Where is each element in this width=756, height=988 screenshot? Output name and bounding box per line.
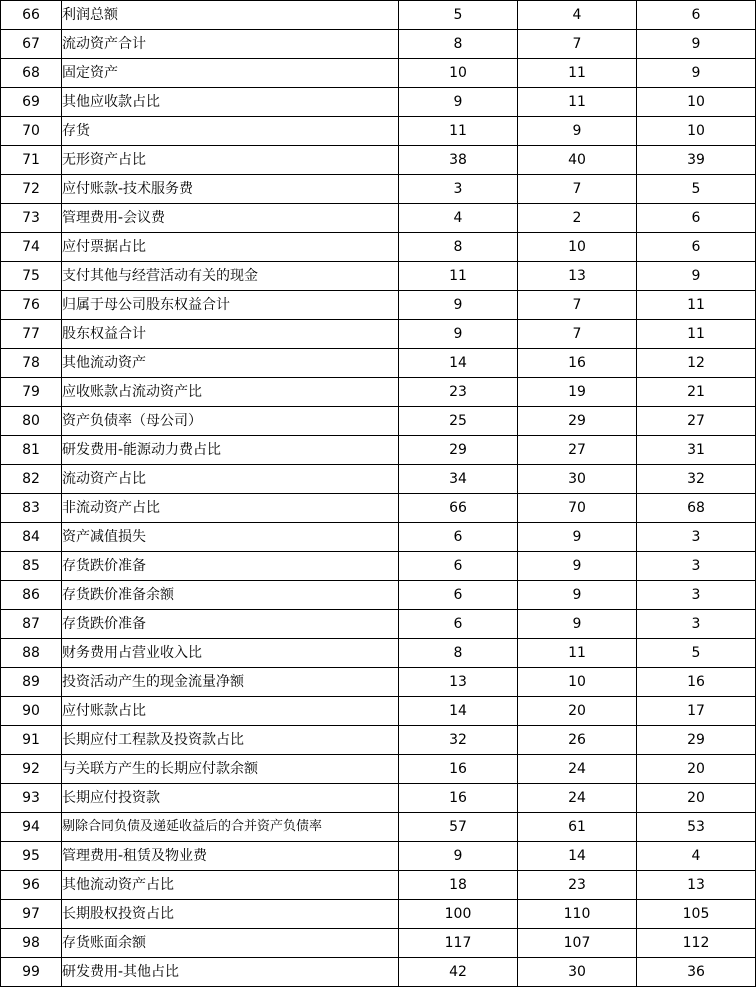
- table-row: [1, 30, 756, 59]
- row-value-1-cell: 8: [399, 233, 518, 262]
- table-row: [1, 958, 756, 987]
- row-value-2-cell: 2: [518, 204, 637, 233]
- row-name-cell: 利润总额: [62, 1, 399, 30]
- row-name-cell: 资产减值损失: [62, 523, 399, 552]
- table-row: [1, 755, 756, 784]
- row-name-cell: 流动资产合计: [62, 30, 399, 59]
- table-row: [1, 494, 756, 523]
- row-name-cell: 研发费用-能源动力费占比: [62, 436, 399, 465]
- row-value-2-cell: 14: [518, 842, 637, 871]
- row-value-3-cell: 112: [637, 929, 756, 958]
- row-index-cell: 94: [1, 813, 62, 842]
- row-value-1-cell: 10: [399, 59, 518, 88]
- row-index-cell: 89: [1, 668, 62, 697]
- row-value-2-cell: 11: [518, 59, 637, 88]
- row-value-1-cell: 16: [399, 755, 518, 784]
- row-value-1-cell: 117: [399, 929, 518, 958]
- row-name-cell: 存货跌价准备: [62, 552, 399, 581]
- row-value-3-cell: 105: [637, 900, 756, 929]
- row-index-cell: 95: [1, 842, 62, 871]
- row-name-cell: 其他应收款占比: [62, 88, 399, 117]
- row-name-cell: 应付账款占比: [62, 697, 399, 726]
- row-value-2-cell: 70: [518, 494, 637, 523]
- table-row: [1, 349, 756, 378]
- row-index-cell: 80: [1, 407, 62, 436]
- row-value-2-cell: 7: [518, 291, 637, 320]
- row-value-3-cell: 9: [637, 262, 756, 291]
- row-value-2-cell: 9: [518, 523, 637, 552]
- row-value-3-cell: 3: [637, 610, 756, 639]
- row-value-3-cell: 20: [637, 755, 756, 784]
- table-row: [1, 407, 756, 436]
- row-name-cell: 财务费用占营业收入比: [62, 639, 399, 668]
- row-index-cell: 75: [1, 262, 62, 291]
- table-row: [1, 378, 756, 407]
- row-value-3-cell: 20: [637, 784, 756, 813]
- row-name-cell: 应付票据占比: [62, 233, 399, 262]
- row-name-cell: 存货账面余额: [62, 929, 399, 958]
- row-value-3-cell: 12: [637, 349, 756, 378]
- row-value-3-cell: 3: [637, 523, 756, 552]
- row-value-1-cell: 57: [399, 813, 518, 842]
- table-row: [1, 697, 756, 726]
- row-index-cell: 71: [1, 146, 62, 175]
- row-value-1-cell: 9: [399, 842, 518, 871]
- row-value-3-cell: 10: [637, 117, 756, 146]
- row-index-cell: 99: [1, 958, 62, 987]
- row-value-1-cell: 14: [399, 349, 518, 378]
- row-index-cell: 74: [1, 233, 62, 262]
- row-value-1-cell: 14: [399, 697, 518, 726]
- row-value-1-cell: 25: [399, 407, 518, 436]
- table-row: [1, 842, 756, 871]
- row-index-cell: 78: [1, 349, 62, 378]
- table-body: [1, 1, 756, 987]
- table-row: [1, 552, 756, 581]
- table-row: [1, 871, 756, 900]
- row-value-3-cell: 6: [637, 204, 756, 233]
- row-value-2-cell: 7: [518, 30, 637, 59]
- row-value-1-cell: 16: [399, 784, 518, 813]
- row-name-cell: 归属于母公司股东权益合计: [62, 291, 399, 320]
- row-value-2-cell: 26: [518, 726, 637, 755]
- row-value-3-cell: 13: [637, 871, 756, 900]
- row-value-2-cell: 30: [518, 465, 637, 494]
- row-value-1-cell: 6: [399, 581, 518, 610]
- row-value-1-cell: 100: [399, 900, 518, 929]
- table-row: [1, 813, 756, 842]
- table-row: [1, 581, 756, 610]
- table-row: [1, 668, 756, 697]
- row-value-1-cell: 18: [399, 871, 518, 900]
- row-value-2-cell: 40: [518, 146, 637, 175]
- row-value-2-cell: 30: [518, 958, 637, 987]
- row-value-3-cell: 31: [637, 436, 756, 465]
- row-value-3-cell: 21: [637, 378, 756, 407]
- row-name-cell: 固定资产: [62, 59, 399, 88]
- table-row: [1, 436, 756, 465]
- row-index-cell: 72: [1, 175, 62, 204]
- row-value-2-cell: 13: [518, 262, 637, 291]
- row-index-cell: 84: [1, 523, 62, 552]
- row-value-3-cell: 39: [637, 146, 756, 175]
- row-name-cell: 股东权益合计: [62, 320, 399, 349]
- row-value-2-cell: 107: [518, 929, 637, 958]
- table-row: [1, 291, 756, 320]
- row-value-3-cell: 27: [637, 407, 756, 436]
- row-value-3-cell: 6: [637, 1, 756, 30]
- row-value-2-cell: 20: [518, 697, 637, 726]
- row-value-3-cell: 36: [637, 958, 756, 987]
- row-name-cell: 无形资产占比: [62, 146, 399, 175]
- row-index-cell: 67: [1, 30, 62, 59]
- row-value-3-cell: 32: [637, 465, 756, 494]
- row-name-cell: 剔除合同负债及递延收益后的合并资产负债率: [62, 813, 399, 842]
- table-row: [1, 523, 756, 552]
- row-index-cell: 73: [1, 204, 62, 233]
- row-value-1-cell: 29: [399, 436, 518, 465]
- row-name-cell: 应收账款占流动资产比: [62, 378, 399, 407]
- row-value-3-cell: 9: [637, 59, 756, 88]
- row-name-cell: 存货跌价准备: [62, 610, 399, 639]
- row-name-cell: 与关联方产生的长期应付款余额: [62, 755, 399, 784]
- table-row: [1, 784, 756, 813]
- row-index-cell: 85: [1, 552, 62, 581]
- row-index-cell: 91: [1, 726, 62, 755]
- row-value-3-cell: 11: [637, 291, 756, 320]
- row-index-cell: 79: [1, 378, 62, 407]
- row-index-cell: 76: [1, 291, 62, 320]
- row-index-cell: 96: [1, 871, 62, 900]
- row-value-3-cell: 5: [637, 639, 756, 668]
- row-value-2-cell: 24: [518, 755, 637, 784]
- row-index-cell: 68: [1, 59, 62, 88]
- row-index-cell: 88: [1, 639, 62, 668]
- row-value-1-cell: 42: [399, 958, 518, 987]
- row-name-cell: 其他流动资产: [62, 349, 399, 378]
- row-value-3-cell: 4: [637, 842, 756, 871]
- row-name-cell: 资产负债率（母公司）: [62, 407, 399, 436]
- table-row: [1, 88, 756, 117]
- row-value-1-cell: 9: [399, 320, 518, 349]
- row-value-1-cell: 3: [399, 175, 518, 204]
- table-row: [1, 639, 756, 668]
- table-row: [1, 610, 756, 639]
- row-value-1-cell: 32: [399, 726, 518, 755]
- row-name-cell: 长期应付工程款及投资款占比: [62, 726, 399, 755]
- row-value-3-cell: 6: [637, 233, 756, 262]
- row-value-2-cell: 29: [518, 407, 637, 436]
- row-value-2-cell: 9: [518, 117, 637, 146]
- table-row: [1, 59, 756, 88]
- row-value-3-cell: 9: [637, 30, 756, 59]
- row-value-3-cell: 11: [637, 320, 756, 349]
- row-name-cell: 管理费用-租赁及物业费: [62, 842, 399, 871]
- table-row: [1, 320, 756, 349]
- row-name-cell: 其他流动资产占比: [62, 871, 399, 900]
- row-value-2-cell: 7: [518, 320, 637, 349]
- row-value-2-cell: 10: [518, 233, 637, 262]
- row-value-1-cell: 66: [399, 494, 518, 523]
- row-value-2-cell: 10: [518, 668, 637, 697]
- row-index-cell: 69: [1, 88, 62, 117]
- row-value-3-cell: 3: [637, 581, 756, 610]
- row-value-2-cell: 4: [518, 1, 637, 30]
- row-value-1-cell: 5: [399, 1, 518, 30]
- row-value-2-cell: 7: [518, 175, 637, 204]
- table-row: [1, 175, 756, 204]
- row-value-3-cell: 3: [637, 552, 756, 581]
- row-value-3-cell: 17: [637, 697, 756, 726]
- row-name-cell: 管理费用-会议费: [62, 204, 399, 233]
- row-value-1-cell: 23: [399, 378, 518, 407]
- row-value-2-cell: 9: [518, 552, 637, 581]
- row-name-cell: 长期应付投资款: [62, 784, 399, 813]
- table-row: [1, 117, 756, 146]
- row-value-3-cell: 68: [637, 494, 756, 523]
- row-name-cell: 长期股权投资占比: [62, 900, 399, 929]
- row-value-2-cell: 24: [518, 784, 637, 813]
- row-value-1-cell: 9: [399, 291, 518, 320]
- row-value-1-cell: 11: [399, 262, 518, 291]
- row-value-1-cell: 8: [399, 639, 518, 668]
- row-name-cell: 非流动资产占比: [62, 494, 399, 523]
- row-value-1-cell: 11: [399, 117, 518, 146]
- row-index-cell: 77: [1, 320, 62, 349]
- row-value-2-cell: 19: [518, 378, 637, 407]
- row-index-cell: 82: [1, 465, 62, 494]
- row-value-2-cell: 110: [518, 900, 637, 929]
- row-value-1-cell: 6: [399, 552, 518, 581]
- row-value-2-cell: 27: [518, 436, 637, 465]
- row-value-1-cell: 38: [399, 146, 518, 175]
- row-name-cell: 应付账款-技术服务费: [62, 175, 399, 204]
- table-row: [1, 726, 756, 755]
- row-value-1-cell: 6: [399, 610, 518, 639]
- row-index-cell: 83: [1, 494, 62, 523]
- row-index-cell: 90: [1, 697, 62, 726]
- row-index-cell: 81: [1, 436, 62, 465]
- row-name-cell: 支付其他与经营活动有关的现金: [62, 262, 399, 291]
- row-index-cell: 92: [1, 755, 62, 784]
- row-name-cell: 流动资产占比: [62, 465, 399, 494]
- row-value-3-cell: 29: [637, 726, 756, 755]
- row-value-1-cell: 9: [399, 88, 518, 117]
- row-value-2-cell: 9: [518, 581, 637, 610]
- table-row: [1, 1, 756, 30]
- row-value-3-cell: 10: [637, 88, 756, 117]
- row-name-cell: 存货跌价准备余额: [62, 581, 399, 610]
- row-index-cell: 97: [1, 900, 62, 929]
- table-row: [1, 146, 756, 175]
- row-index-cell: 98: [1, 929, 62, 958]
- row-value-2-cell: 23: [518, 871, 637, 900]
- row-name-cell: 研发费用-其他占比: [62, 958, 399, 987]
- table-row: [1, 929, 756, 958]
- row-name-cell: 投资活动产生的现金流量净额: [62, 668, 399, 697]
- row-value-1-cell: 8: [399, 30, 518, 59]
- row-index-cell: 70: [1, 117, 62, 146]
- row-value-2-cell: 9: [518, 610, 637, 639]
- row-index-cell: 93: [1, 784, 62, 813]
- row-index-cell: 66: [1, 1, 62, 30]
- row-value-2-cell: 16: [518, 349, 637, 378]
- row-value-2-cell: 11: [518, 88, 637, 117]
- row-value-1-cell: 6: [399, 523, 518, 552]
- table-row: [1, 262, 756, 291]
- table-row: [1, 465, 756, 494]
- row-value-3-cell: 16: [637, 668, 756, 697]
- row-value-1-cell: 34: [399, 465, 518, 494]
- row-value-3-cell: 53: [637, 813, 756, 842]
- table-row: [1, 900, 756, 929]
- row-value-1-cell: 13: [399, 668, 518, 697]
- table-row: [1, 204, 756, 233]
- table-row: [1, 233, 756, 262]
- row-name-cell: 存货: [62, 117, 399, 146]
- row-value-2-cell: 11: [518, 639, 637, 668]
- row-value-2-cell: 61: [518, 813, 637, 842]
- row-index-cell: 87: [1, 610, 62, 639]
- row-index-cell: 86: [1, 581, 62, 610]
- row-value-1-cell: 4: [399, 204, 518, 233]
- row-value-3-cell: 5: [637, 175, 756, 204]
